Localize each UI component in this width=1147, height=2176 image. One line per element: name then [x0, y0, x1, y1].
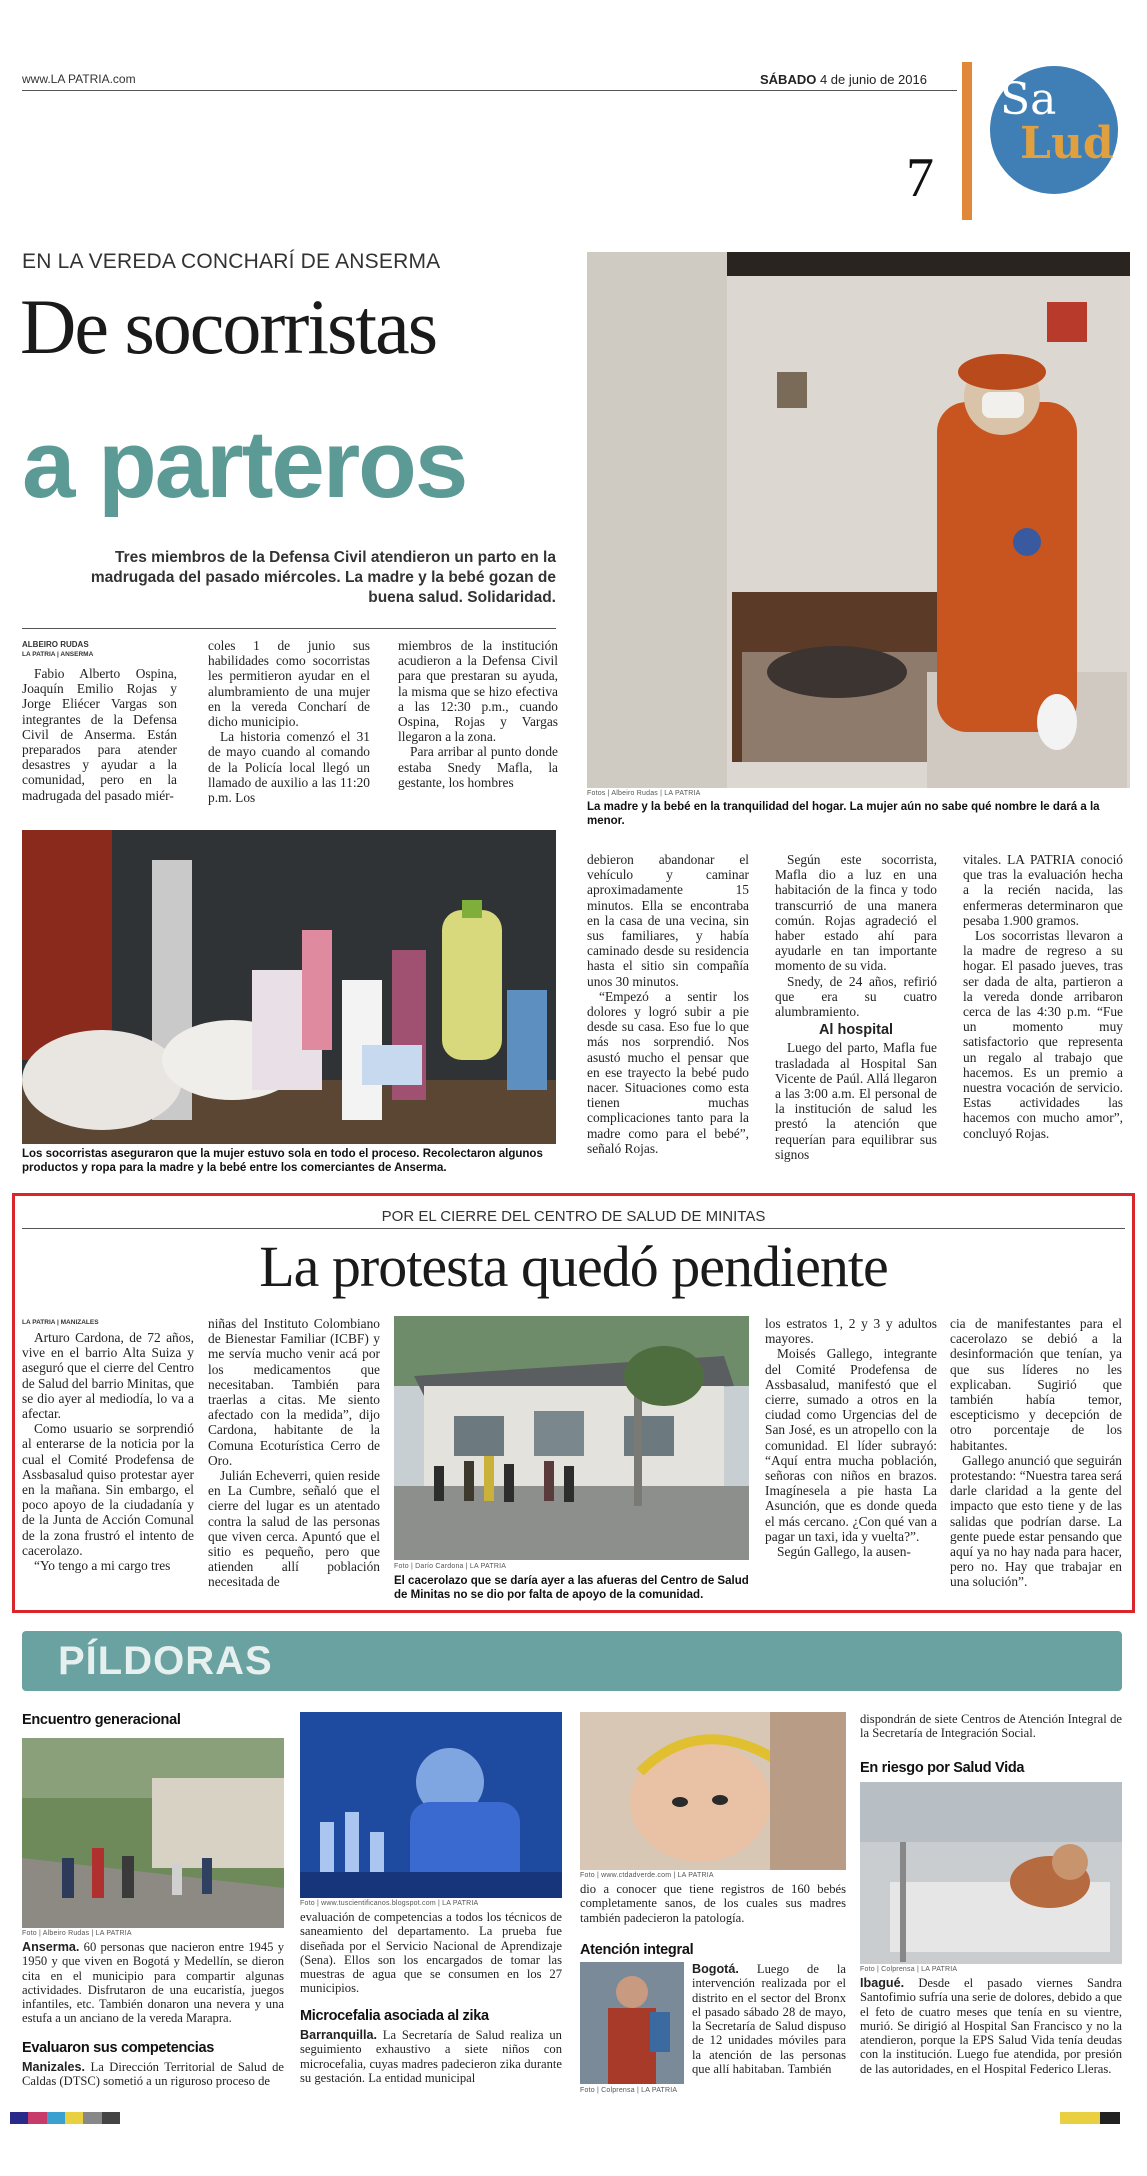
main-byline-name: ALBEIRO RUDAS	[22, 640, 89, 649]
main-col6-p1: vitales. LA PATRIA conoció que tras la evaluación hecha a la recién nacida, las enfermeras determinaron que pesaba 1.900 gramos.	[963, 852, 1123, 928]
protest-col4-p2: Gallego anunció que seguirán protestando: “Nuestra tarea será darle claridad a la gente del impacto que esto tiene y de las salidas que podrían darse. La gente puede estar pensando que aquí ya no hay nada para hacer, pero no. Hay que trabajar en una solución”.	[950, 1452, 1122, 1590]
main-col-4	[587, 852, 749, 1156]
main-col6-p2: Los socorristas llevaron a la madre de regreso a su hogar. El pasado jueves, tras ser dada de alta, partieron a la vereda donde arribaron cerca de las 4:30 p.m. “Fue un momento muy satisfactorio que representa un regalo al trabajo que hacemos. Es un premio a nuestra vocación de servicio. Estas actividades las hacemos con mucho amor”, concluyó Rojas.	[963, 928, 1123, 1141]
zika-title: Microcefalia asociada al zika	[300, 2008, 489, 2024]
main-byline	[22, 640, 172, 660]
protest-col-4	[950, 1316, 1122, 1590]
main-col-1	[22, 666, 177, 803]
zika-body: La Secretaría de Salud realiza un seguimiento exhaustivo a siete niños con microcefalia, cuyas madres padecieron zika durante su gestación. La entidad municipal	[300, 2028, 562, 2085]
photo2-caption: Los socorristas aseguraron que la mujer estuvo sola en todo el proceso. Recolectaron algunos productos y ropa para la madre y la bebé entre los comerciantes de Anserma.	[22, 1148, 543, 1174]
encuentro-body: 60 personas que nacieron entre 1945 y 1950 y que viven en Bogotá y Medellín, se dieron cita en el municipio para compartir algunas actividades. Disfrutaron de una eucaristía, juegos infantiles, etc. También donaron una nevera y una estufa a un anciano de la vereda Marapra.	[22, 1940, 284, 2026]
main-deck: Tres miembros de la Defensa Civil atendieron un parto en la madrugada del pasado miércoles. La madre y la bebé gozan de buena salud. Solidaridad.	[90, 549, 556, 606]
main-col-3	[398, 638, 558, 790]
protest-kicker-rule	[22, 1228, 1125, 1229]
competencias-title: Evaluaron sus competencias	[22, 2040, 215, 2056]
encuentro-text	[22, 1940, 284, 2026]
main-col4-p2: “Empezó a sentir los dolores y logró subir a pie desde su casa. Eso fue lo que más nos sorprendió. Nos asustó mucho el pensar que en ese trayecto la bebé pudo nacer. Situaciones como esta tienen muchas complicaciones tanto para la madre como para el bebé”, señaló Rojas.	[587, 988, 749, 1156]
photo-encuentro-art	[22, 1738, 284, 1928]
photo-bronx	[580, 1962, 684, 2084]
protest-kicker: POR EL CIERRE DEL CENTRO DE SALUD DE MINITAS	[381, 1208, 766, 1225]
photo-hospital	[860, 1782, 1122, 1964]
photo-laboratorio	[300, 1712, 562, 1898]
zika-credit: Foto | www.ctdadverde.com | LA PATRIA	[580, 1872, 714, 1879]
salud-logo-text-2: Lud	[1020, 118, 1114, 169]
photo-bebe-art	[580, 1712, 846, 1870]
main-col1-p1: Fabio Alberto Ospina, Joaquín Emilio Rojas y Jorge Eliécer Vargas son integrantes de la Defensa Civil de Anserma. Están preparados para atender desastres y ayudar a la comunidad, pero en la madrugada del pasado miér-	[22, 666, 177, 803]
photo-minitas	[394, 1316, 749, 1560]
zika-text	[300, 2028, 562, 2085]
protest-col-2	[208, 1316, 380, 1590]
competencias-text-2: evaluación de competencias a todos los técnicos de saneamiento del departamento. La prueba fue diseñada por el Servicio Nacional de Aprendizaje (Sena). Ellos son los encargados de tomar las muestras de agua que se consumen en los 27 municipios.	[300, 1910, 562, 1996]
main-col5-subhead: Al hospital	[818, 1022, 894, 1039]
protest-col-3	[765, 1316, 937, 1559]
saludvida-credit: Foto | Colprensa | LA PATRIA	[860, 1966, 958, 1973]
zika-text-2: dio a conocer que tiene registros de 160 bebés completamente sanos, de los cuales sus madres también padecieron la patología.	[580, 1882, 846, 1925]
main-col3-p1: miembros de la institución acudieron a la Defensa Civil para que prestaran su ayuda, la misma que se hizo efectiva a las 12:30 p.m., cuando Ospina, Rojas y Vargas llegaron a la zona.	[398, 638, 558, 745]
atencion-credit: Foto | Colprensa | LA PATRIA	[580, 2087, 678, 2094]
atencion-text	[692, 1962, 846, 2076]
protest-col3-p1: los estratos 1, 2 y 3 y adultos mayores.	[765, 1316, 937, 1347]
photo-bronx-art	[580, 1962, 684, 2084]
photo-encuentro	[22, 1738, 284, 1928]
competencias-lead: Manizales.	[22, 2060, 85, 2074]
header-date-text: 4 de junio de 2016	[819, 72, 927, 87]
protest-byline: LA PATRIA | MANIZALES	[22, 1319, 99, 1326]
protest-photo-caption: El cacerolazo que se daría ayer a las afueras del Centro de Salud de Minitas no se dio por falta de apoyo de la comunidad.	[394, 1575, 749, 1601]
protest-col1-p2: Como usuario se sorprendió al enterarse de la noticia por la cual el Comité Prodefensa de Assbasalud quiso protestar ayer en la mañana. Sin embargo, el poco apoyo de la ciudadanía y de la Junta de Acción Comunal de la zona frustró el intento de cacerolazo.	[22, 1421, 194, 1558]
competencias-text	[22, 2060, 284, 2089]
encuentro-title: Encuentro generacional	[22, 1712, 181, 1728]
encuentro-credit: Foto | Albeiro Rudas | LA PATRIA	[22, 1930, 132, 1937]
saludvida-title: En riesgo por Salud Vida	[860, 1760, 1025, 1776]
photo-rescuer	[587, 252, 1130, 788]
photo-bebe	[580, 1712, 846, 1870]
color-bar-right	[1060, 2112, 1120, 2124]
atencion-title: Atención integral	[580, 1942, 694, 1958]
main-headline-1: De socorristas	[20, 283, 437, 370]
site-url: www.LA PATRIA.com	[22, 72, 136, 86]
main-col-5	[775, 852, 937, 1162]
pildoras-title: PÍLDORAS	[58, 1639, 273, 1683]
protest-col4-p1: cia de manifestantes para el cacerolazo se debió a la desinformación que tenían, ya que sus líderes no les explicaban. Sugirió que también había temor, escepticismo y decepción de otro porcentaje de los habitantes.	[950, 1316, 1122, 1453]
saludvida-text	[860, 1976, 1122, 2076]
protest-col1-p3: “Yo tengo a mi cargo tres	[34, 1558, 171, 1574]
logo-stripe	[962, 62, 972, 220]
main-col5-p1: Según este socorrista, Mafla dio a luz en una habitación de la finca y todo transcurrió de una manera común. Rojas agradeció el haber estado ahí para ayudarle en tan importante momento de su vida.	[775, 852, 937, 974]
deck-rule	[22, 628, 556, 629]
photo-products-art	[22, 830, 556, 1144]
protest-col3-p3: Según Gallego, la ausen-	[777, 1544, 911, 1560]
main-col3-p2: Para arribar al punto donde estaba Snedy Mafla, la gestante, los hombres	[398, 744, 558, 790]
main-col2-p2: La historia comenzó el 31 de mayo cuando al comando de la Policía local llegó un llamado de auxilio a las 11:20 p.m. Los	[208, 729, 370, 806]
protest-headline: La protesta quedó pendiente	[259, 1234, 888, 1299]
main-col5-p3: Luego del parto, Mafla fue trasladada al Hospital San Vicente de Paúl. Allá llegaron a las 3:00 a.m. El personal de la institución de salud les prestó la atención que requerían para equilibrar sus signos	[775, 1040, 937, 1162]
main-headline-2: a parteros	[22, 411, 467, 518]
header-date	[760, 72, 927, 87]
main-kicker: EN LA VEREDA CONCHARÍ DE ANSERMA	[22, 250, 441, 273]
main-col-2	[208, 638, 370, 805]
main-col2-p1: coles 1 de junio sus habilidades como socorristas les permitieron ayudar en el alumbramiento de una mujer en la vereda Concharí de dicho municipio.	[208, 638, 370, 730]
saludvida-lead: Ibagué.	[860, 1976, 905, 1990]
page-number: 7	[906, 147, 934, 209]
header-rule	[22, 90, 957, 91]
encuentro-lead: Anserma.	[22, 1940, 80, 1954]
protest-col-1	[22, 1330, 194, 1573]
atencion-text-2: dispondrán de siete Centros de Atención Integral de la Secretaría de Integración Social.	[860, 1712, 1122, 1741]
main-col5-p2: Snedy, de 24 años, refirió que era su cuatro alumbramiento.	[775, 973, 937, 1020]
zika-lead: Barranquilla.	[300, 2028, 377, 2042]
protest-col3-p2: Moisés Gallego, integrante del Comité Prodefensa de Assbasalud, manifestó que el cierre, sumado a otros en la ciudad como Urgencias del de San José, es un atropello con la comunidad. El líder subrayó: “Aquí entra mucha población, señoras con niños en brazos. Imagínesela a pie hasta La Asunción, que es donde queda el más cercano. ¿Con qué van a pagar un taxi, ida y vuelta?”.	[765, 1346, 937, 1544]
saludvida-body: Desde el pasado viernes Sandra Santofimio sufría una serie de dolores, debido a que el feto de cuatro meses que tenía en su vientre, murió. Se dirigió al Hospital San Francisco y no la atendieron, porque la EPS Salud Vida tenía deudas con la institución. Luego fue atendida, por presión de las autoridades, en el Hospital Federico Lleras.	[860, 1976, 1123, 2076]
atencion-body: Luego de la intervención realizada por el distrito en el sector del Bronx el pasado sábado 28 de mayo, la Secretaría de Salud dispuso de 12 unidades móviles para la atención de las personas que allí habitaban. También	[692, 1962, 846, 2077]
photo-laboratorio-art	[300, 1712, 562, 1898]
salud-logo-text-1: Sa	[1000, 74, 1057, 125]
protest-col2-p1: niñas del Instituto Colombiano de Bienestar Familiar (ICBF) y me servía mucho venir acá por los medicamentos que necesitaban. También para traerlas a citas. Me siento afectado con la medida”, dijo Cardona, habitante de la Comuna Ecoturística Cerro de Oro.	[208, 1316, 380, 1468]
main-col4-p1: debieron abandonar el vehículo y caminar aproximadamente 15 minutos. Ella se encontraba en la casa de una vecina, sin sus familiares, y había caminado desde su residencia hasta el sitio sin compañía unos 30 minutos.	[587, 852, 749, 989]
photo-hospital-art	[860, 1782, 1122, 1964]
photo1-credit: Fotos | Albeiro Rudas | LA PATRIA	[587, 790, 701, 797]
atencion-lead: Bogotá.	[692, 1962, 739, 1976]
photo-minitas-art	[394, 1316, 749, 1560]
competencias-body: La Dirección Territorial de Salud de Caldas (DTSC) sometió a un riguroso proceso de	[22, 2060, 284, 2089]
protest-photo-credit: Foto | Darío Cardona | LA PATRIA	[394, 1563, 507, 1570]
protest-col2-p2: Julián Echeverri, quien reside en La Cumbre, señaló que el cierre del lugar es un atentado contra la salud de las personas que viven cerca. Apuntó que el sitio es pequeño, pero que atienden allí población necesitada de	[208, 1468, 380, 1590]
main-col-6	[963, 852, 1123, 1141]
protest-col1-p1: Arturo Cardona, de 72 años, vive en el barrio Alta Suiza y aseguró que el cierre del Centro de Salud del barrio Minitas, que se dio ayer al mediodía, lo va a afectar.	[22, 1330, 194, 1422]
color-bar-left	[10, 2112, 120, 2124]
main-byline-place: LA PATRIA | ANSERMA	[22, 651, 94, 658]
photo-rescuer-art	[587, 252, 1130, 788]
photo1-caption: La madre y la bebé en la tranquilidad del hogar. La mujer aún no sabe qué nombre le dará a la menor.	[587, 801, 1100, 827]
photo-products	[22, 830, 556, 1144]
header-day: SÁBADO	[760, 72, 817, 87]
competencias-credit: Foto | www.tuscientificanos.blogspot.com | LA PATRIA	[300, 1900, 479, 1907]
